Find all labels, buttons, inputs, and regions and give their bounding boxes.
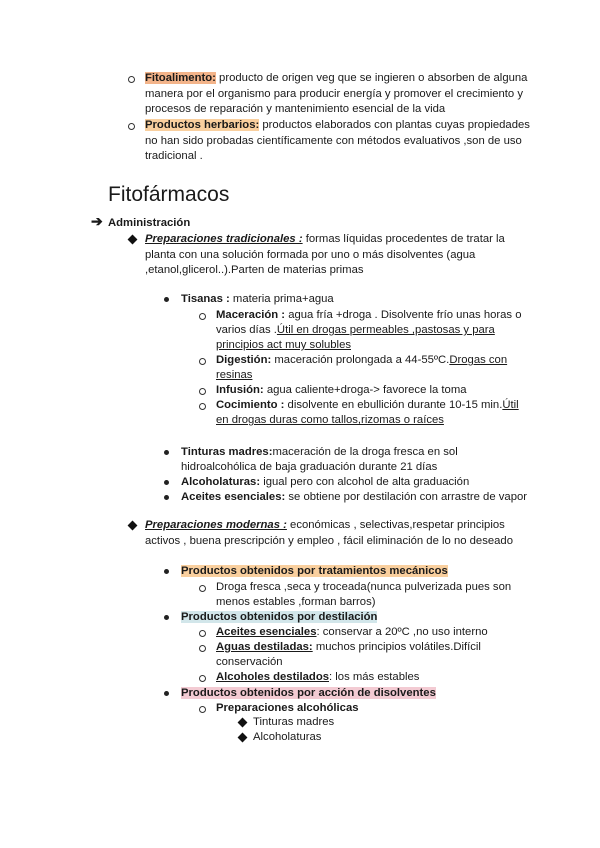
- herbarios-text: productos elaborados con plantas cuyas propiedades: [259, 119, 530, 131]
- mecanicos-heading: [181, 564, 448, 579]
- maceracion-line-1: [216, 308, 522, 323]
- alcoholes-text: : los más estables: [329, 671, 420, 683]
- herbarios-line-1: [145, 118, 530, 133]
- sub-tinturas-line: Tinturas madres: [253, 716, 335, 728]
- herbarios-line-3: tradicional .: [145, 150, 203, 162]
- diamond-bullet-icon: [128, 235, 138, 245]
- administracion-heading: Administración: [108, 217, 191, 229]
- dest-aceites-term: Aceites esenciales: [216, 626, 317, 638]
- tradicionales-text: formas líquidas procedentes de tratar la: [302, 233, 505, 245]
- maceracion-text-2b: Útil en drogas permeables ,pastosas y para: [276, 324, 495, 336]
- cocimiento-line-2: en drogas duras como tallos,rizomas o raíces: [216, 414, 444, 426]
- fitoalimento-term: Fitoalimento:: [145, 72, 216, 84]
- maceracion-term: Maceración :: [216, 309, 286, 321]
- maceracion-text-2a: varios días .: [216, 324, 277, 336]
- aceites-term: Aceites esenciales:: [181, 491, 286, 503]
- aguas-line-1: [216, 640, 481, 655]
- sub-alcoholaturas-line: Alcoholaturas: [253, 731, 322, 743]
- modernas-line-1: [145, 518, 505, 533]
- alcoholes-term: Alcoholes destilados: [216, 671, 329, 683]
- mecanicos-line-2: menos estables ,forman barros): [216, 596, 376, 608]
- aguas-line-2: conservación: [216, 656, 283, 668]
- maceracion-line-2: [216, 323, 495, 338]
- infusion-term: Infusión:: [216, 384, 264, 396]
- cocimiento-line-1: [216, 398, 519, 413]
- tradicionales-line-2: planta con una solución formada por uno o más disolventes (agua: [145, 249, 476, 261]
- fitoalimento-line-1: [145, 71, 527, 86]
- mecanicos-text: Productos obtenidos por tratamientos mecánicos: [181, 565, 448, 577]
- digestion-text-b: Drogas con: [449, 354, 508, 366]
- aguas-term: Aguas destiladas:: [216, 641, 313, 653]
- alcoholaturas-text: igual pero con alcohol de alta graduación: [260, 476, 470, 488]
- bullet-circle: [199, 313, 206, 320]
- digestion-term: Digestión:: [216, 354, 272, 366]
- mecanicos-line-1: Droga fresca ,seca y troceada(nunca pulverizada pues son: [216, 581, 512, 593]
- tisanas-line: [181, 292, 334, 307]
- arrow-right-icon: ➔: [91, 213, 103, 229]
- bullet-dot: [164, 495, 169, 500]
- disolventes-text: Productos obtenidos por acción de disolventes: [181, 687, 436, 699]
- infusion-text: agua caliente+droga-> favorece la toma: [263, 384, 467, 396]
- bullet-circle: [128, 123, 135, 130]
- aceites-text: se obtiene por destilación con arrastre de vapor: [285, 491, 528, 503]
- bullet-circle: [128, 76, 135, 83]
- herbarios-line-2: no han sido probadas científicamente con métodos evaluativos ,son de uso: [145, 135, 522, 147]
- dest-aceites-line: [216, 625, 488, 640]
- diamond-bullet-icon: [238, 733, 248, 743]
- bullet-dot: [164, 297, 169, 302]
- maceracion-line-3: principios act muy solubles: [216, 339, 351, 351]
- bullet-dot: [164, 480, 169, 485]
- bullet-circle: [199, 585, 206, 592]
- bullet-dot: [164, 615, 169, 620]
- destilacion-heading: [181, 610, 377, 625]
- bullet-circle: [199, 403, 206, 410]
- dest-aceites-text: : conservar a 20ºC ,no uso interno: [316, 626, 488, 638]
- tradicionales-term: Preparaciones tradicionales :: [145, 233, 303, 245]
- bullet-circle: [199, 630, 206, 637]
- bullet-circle: [199, 388, 206, 395]
- bullet-circle: [199, 645, 206, 652]
- disolventes-heading: [181, 686, 436, 701]
- bullet-circle: [199, 358, 206, 365]
- tisanas-term: Tisanas :: [181, 293, 230, 305]
- aguas-text: muchos principios volátiles.Difícil: [312, 641, 481, 653]
- bullet-dot: [164, 569, 169, 574]
- alcoholaturas-line: [181, 475, 469, 490]
- aceites-line: [181, 490, 527, 505]
- modernas-term: Preparaciones modernas :: [145, 519, 287, 531]
- alcoholaturas-term: Alcoholaturas:: [181, 476, 261, 488]
- diamond-bullet-icon: [128, 521, 138, 531]
- bullet-circle: [199, 706, 206, 713]
- destilacion-text: Productos obtenidos por destilación: [181, 611, 378, 623]
- tinturas-text: maceración de la droga fresca en sol: [272, 446, 458, 458]
- modernas-line-2: activos , buena prescripción y empleo , fácil eliminación de lo no deseado: [145, 535, 513, 547]
- infusion-line: [216, 383, 467, 398]
- fitoalimento-line-2: manera por el organismo para producir energía y promover el crecimiento y: [145, 88, 523, 100]
- bullet-dot: [164, 691, 169, 696]
- tradicionales-line-1: [145, 232, 505, 247]
- page-title: Fitofármacos: [108, 183, 230, 206]
- digestion-line-1: [216, 353, 507, 368]
- fitoalimento-line-3: procesos de reparación y mantenimiento esencial de la vida: [145, 103, 446, 115]
- tinturas-term: Tinturas madres:: [181, 446, 273, 458]
- fitoalimento-text: producto de origen veg que se ingieren o absorben de alguna: [215, 72, 528, 84]
- tinturas-line-2: hidroalcohólica de baja graduación durante 21 días: [181, 461, 438, 473]
- bullet-circle: [199, 675, 206, 682]
- modernas-text: económicas , selectivas,respetar principios: [286, 519, 505, 531]
- tisanas-text: materia prima+agua: [229, 293, 334, 305]
- alcoholicas-line: Preparaciones alcohólicas: [216, 702, 359, 714]
- digestion-line-2: resinas: [216, 369, 253, 381]
- herbarios-term: Productos herbarios:: [145, 119, 260, 131]
- bullet-dot: [164, 450, 169, 455]
- digestion-text: maceración prolongada a 44-55ºC.: [271, 354, 450, 366]
- cocimiento-text: disolvente en ebullición durante 10-15 min.: [284, 399, 503, 411]
- diamond-bullet-icon: [238, 718, 248, 728]
- alcoholes-line: [216, 670, 419, 685]
- tinturas-line-1: [181, 445, 458, 460]
- cocimiento-term: Cocimiento :: [216, 399, 285, 411]
- cocimiento-text-b: Útil: [502, 399, 519, 411]
- maceracion-text: agua fría +droga . Disolvente frío unas horas o: [285, 309, 522, 321]
- tradicionales-line-3: ,etanol,glicerol..).Parten de materias primas: [145, 264, 364, 276]
